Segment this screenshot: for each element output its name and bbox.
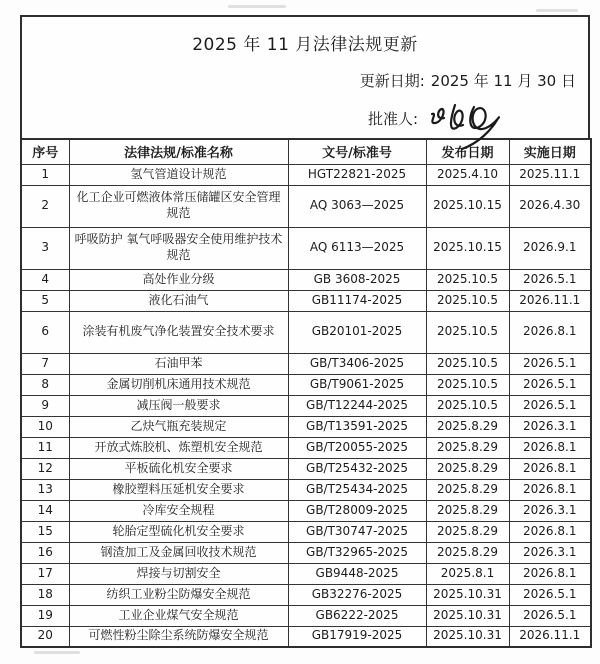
column-header: 序号 (21, 139, 69, 164)
cell-code: GB17919-2025 (288, 626, 426, 647)
table-row (21, 563, 591, 584)
cell-code: GB/T13591-2025 (288, 416, 426, 437)
scan-artifact (228, 5, 286, 8)
cell-seq: 15 (21, 521, 69, 542)
cell-seq: 8 (21, 374, 69, 395)
cell-code: GB/T30747-2025 (288, 521, 426, 542)
cell-publish-date: 2025.10.15 (426, 185, 509, 227)
cell-implement-date: 2025.11.1 (509, 164, 591, 185)
table-row (21, 521, 591, 542)
cell-name: 化工企业可燃液体常压储罐区安全管理规范 (69, 185, 288, 227)
cell-implement-date: 2026.5.1 (509, 374, 591, 395)
table-row (21, 416, 591, 437)
cell-name: 焊接与切割安全 (69, 563, 288, 584)
table-row (21, 437, 591, 458)
scan-artifact (34, 651, 80, 654)
cell-publish-date: 2025.8.29 (426, 416, 509, 437)
cell-publish-date: 2025.4.10 (426, 164, 509, 185)
cell-name: 开放式炼胶机、炼塑机安全规范 (69, 437, 288, 458)
cell-seq: 19 (21, 605, 69, 626)
cell-implement-date: 2026.5.1 (509, 395, 591, 416)
scan-artifact (536, 9, 578, 12)
cell-publish-date: 2025.10.5 (426, 374, 509, 395)
cell-code: GB/T12244-2025 (288, 395, 426, 416)
approver-signature-icon (422, 100, 510, 152)
regulations-table (20, 138, 592, 648)
cell-seq: 13 (21, 479, 69, 500)
cell-implement-date: 2026.11.1 (509, 626, 591, 647)
cell-seq: 11 (21, 437, 69, 458)
cell-seq: 12 (21, 458, 69, 479)
table-row (21, 584, 591, 605)
cell-seq: 20 (21, 626, 69, 647)
cell-code: GB/T25434-2025 (288, 479, 426, 500)
table-row (21, 164, 591, 185)
table-row (21, 458, 591, 479)
cell-implement-date: 2026.8.1 (509, 311, 591, 353)
cell-code: GB/T28009-2025 (288, 500, 426, 521)
cell-seq: 18 (21, 584, 69, 605)
cell-code: GB 3608-2025 (288, 269, 426, 290)
cell-name: 金属切削机床通用技术规范 (69, 374, 288, 395)
cell-implement-date: 2026.11.1 (509, 290, 591, 311)
cell-code: AQ 6113—2025 (288, 227, 426, 269)
cell-name: 乙炔气瓶充装规定 (69, 416, 288, 437)
cell-seq: 7 (21, 353, 69, 374)
cell-name: 高处作业分级 (69, 269, 288, 290)
cell-implement-date: 2026.3.1 (509, 500, 591, 521)
cell-seq: 10 (21, 416, 69, 437)
table-row (21, 227, 591, 269)
cell-code: GB11174-2025 (288, 290, 426, 311)
cell-implement-date: 2026.9.1 (509, 227, 591, 269)
document-title: 2025 年 11 月法律法规更新 (192, 35, 418, 55)
cell-implement-date: 2026.3.1 (509, 416, 591, 437)
cell-seq: 16 (21, 542, 69, 563)
cell-name: 平板硫化机安全要求 (69, 458, 288, 479)
cell-name: 呼吸防护 氧气呼吸器安全使用维护技术规范 (69, 227, 288, 269)
cell-code: GB/T32965-2025 (288, 542, 426, 563)
cell-seq: 1 (21, 164, 69, 185)
cell-code: AQ 3063—2025 (288, 185, 426, 227)
cell-name: 工业企业煤气安全规范 (69, 605, 288, 626)
update-date-label: 更新日期: (359, 72, 425, 90)
cell-seq: 9 (21, 395, 69, 416)
column-header: 发布日期 (426, 139, 509, 164)
cell-publish-date: 2025.10.5 (426, 353, 509, 374)
table-row (21, 395, 591, 416)
table-row (21, 479, 591, 500)
column-header: 文号/标准号 (288, 139, 426, 164)
document-header (20, 15, 590, 138)
cell-seq: 4 (21, 269, 69, 290)
cell-code: GB9448-2025 (288, 563, 426, 584)
table-row (21, 185, 591, 227)
cell-code: GB/T3406-2025 (288, 353, 426, 374)
cell-code: GB/T20055-2025 (288, 437, 426, 458)
cell-name: 冷库安全规程 (69, 500, 288, 521)
table-row (21, 290, 591, 311)
cell-code: HGT22821-2025 (288, 164, 426, 185)
cell-implement-date: 2026.3.1 (509, 542, 591, 563)
column-header: 实施日期 (509, 139, 591, 164)
cell-publish-date: 2025.8.29 (426, 437, 509, 458)
cell-publish-date: 2025.8.29 (426, 479, 509, 500)
cell-seq: 3 (21, 227, 69, 269)
cell-name: 可燃性粉尘除尘系统防爆安全规范 (69, 626, 288, 647)
regulations-table-body (21, 164, 591, 647)
table-row (21, 374, 591, 395)
cell-publish-date: 2025.8.29 (426, 500, 509, 521)
cell-publish-date: 2025.10.31 (426, 626, 509, 647)
cell-code: GB6222-2025 (288, 605, 426, 626)
cell-seq: 5 (21, 290, 69, 311)
cell-seq: 6 (21, 311, 69, 353)
cell-publish-date: 2025.8.29 (426, 521, 509, 542)
cell-code: GB/T9061-2025 (288, 374, 426, 395)
table-row (21, 542, 591, 563)
cell-seq: 2 (21, 185, 69, 227)
cell-publish-date: 2025.10.31 (426, 605, 509, 626)
cell-implement-date: 2026.5.1 (509, 353, 591, 374)
column-header: 法律法规/标准名称 (69, 139, 288, 164)
cell-name: 轮胎定型硫化机安全要求 (69, 521, 288, 542)
cell-publish-date: 2025.8.1 (426, 563, 509, 584)
cell-name: 石油甲苯 (69, 353, 288, 374)
table-row (21, 500, 591, 521)
cell-implement-date: 2026.8.1 (509, 458, 591, 479)
cell-implement-date: 2026.8.1 (509, 479, 591, 500)
cell-implement-date: 2026.5.1 (509, 269, 591, 290)
approver-line (368, 100, 510, 136)
cell-publish-date: 2025.10.31 (426, 584, 509, 605)
cell-implement-date: 2026.5.1 (509, 605, 591, 626)
cell-implement-date: 2026.4.30 (509, 185, 591, 227)
cell-publish-date: 2025.10.5 (426, 311, 509, 353)
approver-label: 批准人: (367, 109, 418, 128)
table-row (21, 269, 591, 290)
cell-implement-date: 2026.5.1 (509, 584, 591, 605)
cell-name: 液化石油气 (69, 290, 288, 311)
regulation-update-document (20, 15, 590, 648)
cell-publish-date: 2025.10.5 (426, 395, 509, 416)
cell-name: 涂装有机废气净化装置安全技术要求 (69, 311, 288, 353)
cell-name: 减压阀一般要求 (69, 395, 288, 416)
cell-name: 氢气管道设计规范 (69, 164, 288, 185)
cell-implement-date: 2026.8.1 (509, 437, 591, 458)
update-date-value: 2025 年 11 月 30 日 (430, 72, 576, 90)
cell-publish-date: 2025.10.5 (426, 269, 509, 290)
update-date-line (22, 70, 588, 91)
cell-publish-date: 2025.10.15 (426, 227, 509, 269)
cell-publish-date: 2025.10.5 (426, 290, 509, 311)
table-row (21, 311, 591, 353)
cell-code: GB32276-2025 (288, 584, 426, 605)
cell-implement-date: 2026.8.1 (509, 521, 591, 542)
table-row (21, 353, 591, 374)
cell-name: 纺织工业粉尘防爆安全规范 (69, 584, 288, 605)
cell-code: GB20101-2025 (288, 311, 426, 353)
cell-name: 橡胶塑料压延机安全要求 (69, 479, 288, 500)
cell-seq: 17 (21, 563, 69, 584)
cell-publish-date: 2025.8.29 (426, 542, 509, 563)
table-row (21, 626, 591, 647)
cell-publish-date: 2025.8.29 (426, 458, 509, 479)
cell-implement-date: 2026.8.1 (509, 563, 591, 584)
cell-name: 钢渣加工及金属回收技术规范 (69, 542, 288, 563)
cell-code: GB/T25432-2025 (288, 458, 426, 479)
table-row (21, 605, 591, 626)
cell-seq: 14 (21, 500, 69, 521)
